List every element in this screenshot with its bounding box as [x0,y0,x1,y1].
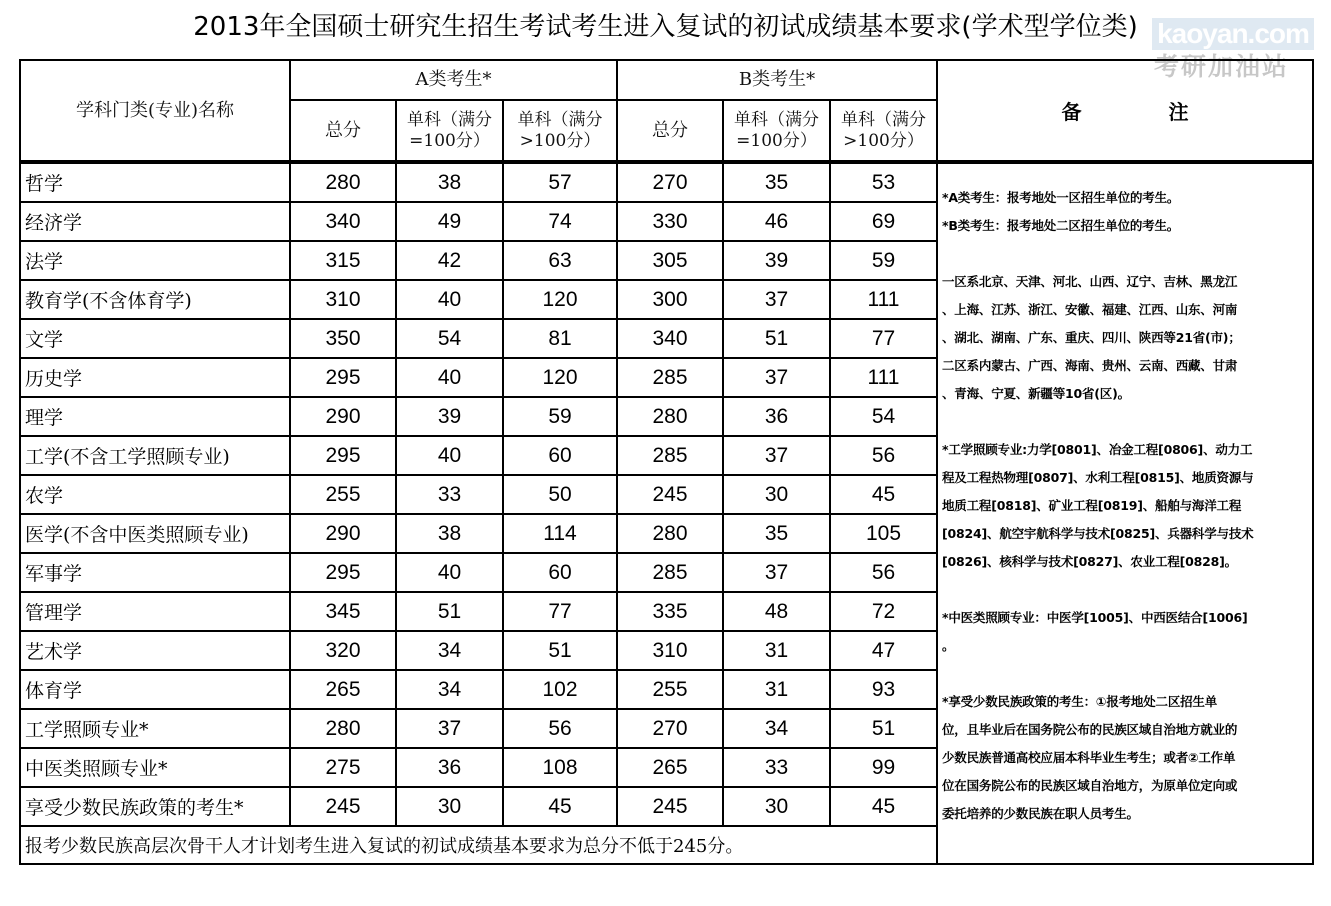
b-single-100: 51 [723,319,830,358]
b-total: 270 [617,709,723,748]
subject-name: 医学(不含中医类照顾专业) [20,514,290,553]
a-total: 265 [290,670,396,709]
a-total-header: 总分 [290,100,396,162]
a-single-100: 37 [396,709,503,748]
remark-line: 、湖北、湖南、广东、重庆、四川、陕西等21省(市)； [942,330,1241,345]
b-single-100: 35 [723,162,830,202]
a-single-gt100: 108 [503,748,617,787]
a-single-100: 36 [396,748,503,787]
subject-name: 工学照顾专业* [20,709,290,748]
a-single-100: 40 [396,280,503,319]
a-single-100-header [396,100,503,162]
a-single-gt100: 50 [503,475,617,514]
a-total: 275 [290,748,396,787]
remark-line: 委托培养的少数民族在职人员考生。 [942,806,1139,821]
a-single-gt100: 59 [503,397,617,436]
a-single-gt100: 120 [503,358,617,397]
header-line: 单科（满分 [841,109,926,130]
remark-gap [942,576,1308,604]
a-single-100: 54 [396,319,503,358]
subject-name: 农学 [20,475,290,514]
remark-line: 地质工程[0818]、矿业工程[0819]、船舶与海洋工程 [942,498,1242,513]
b-single-100: 33 [723,748,830,787]
b-single-gt100: 99 [830,748,937,787]
subject-name: 经济学 [20,202,290,241]
remark-line: *享受少数民族政策的考生：①报考地处二区招生单 [942,694,1218,709]
a-single-100: 34 [396,631,503,670]
b-total: 335 [617,592,723,631]
subject-header: 学科门类(专业)名称 [20,60,290,162]
b-single-gt100: 56 [830,436,937,475]
remark-gap [942,660,1308,688]
table-row [20,162,1313,202]
remark-line: [0826]、核科学与技术[0827]、农业工程[0828]。 [942,554,1237,569]
b-single-gt100: 77 [830,319,937,358]
b-total: 300 [617,280,723,319]
b-single-100: 37 [723,553,830,592]
remark-line: 、青海、宁夏、新疆等10省(区)。 [942,386,1130,401]
b-single-gt100: 93 [830,670,937,709]
subject-name: 艺术学 [20,631,290,670]
remark-line: *中医类照顾专业：中医学[1005]、中西医结合[1006] [942,610,1248,625]
b-single-gt100: 47 [830,631,937,670]
header-line: =100分） [409,130,490,151]
b-single-100: 48 [723,592,830,631]
b-single-100: 37 [723,280,830,319]
a-single-100: 40 [396,436,503,475]
a-single-100: 38 [396,162,503,202]
remark-line: 一区系北京、天津、河北、山西、辽宁、吉林、黑龙江 [942,274,1238,289]
a-single-100: 38 [396,514,503,553]
subject-name: 法学 [20,241,290,280]
a-total: 295 [290,358,396,397]
remark-line: *B类考生：报考地处二区招生单位的考生。 [942,218,1180,233]
remark-line: 、上海、江苏、浙江、安徽、福建、江西、山东、河南 [942,302,1238,317]
b-single-gt100: 72 [830,592,937,631]
remark-line: *A类考生：报考地处一区招生单位的考生。 [942,190,1180,205]
remark-line: 少数民族普通高校应届本科毕业生考生；或者②工作单 [942,750,1236,765]
a-total: 345 [290,592,396,631]
b-single-gt100: 111 [830,280,937,319]
a-single-gt100: 51 [503,631,617,670]
header-line: 单科（满分 [734,109,819,130]
b-total: 310 [617,631,723,670]
a-single-100: 33 [396,475,503,514]
b-single-gt100: 53 [830,162,937,202]
b-total-header: 总分 [617,100,723,162]
b-total: 285 [617,553,723,592]
page-title: 2013年全国硕士研究生招生考试考生进入复试的初试成绩基本要求(学术型学位类) [193,12,1138,42]
b-total: 265 [617,748,723,787]
a-total: 295 [290,436,396,475]
a-total: 295 [290,553,396,592]
a-total: 350 [290,319,396,358]
b-single-100: 37 [723,436,830,475]
a-single-100: 40 [396,553,503,592]
b-single-100: 30 [723,787,830,826]
remark-line: *工学照顾专业:力学[0801]、冶金工程[0806]、动力工 [942,442,1253,457]
a-single-gt100: 60 [503,436,617,475]
remark-line: 程及工程热物理[0807]、水利工程[0815]、地质资源与 [942,470,1254,485]
a-total: 255 [290,475,396,514]
group-b-header: B类考生* [617,60,937,100]
watermark-url: kaoyan.com [1152,18,1314,50]
a-single-gt100: 102 [503,670,617,709]
a-single-gt100: 74 [503,202,617,241]
a-single-gt100: 77 [503,592,617,631]
subject-name: 教育学(不含体育学) [20,280,290,319]
a-total: 245 [290,787,396,826]
remark-line: [0824]、航空宇航科学与技术[0825]、兵器科学与技术 [942,526,1254,541]
remark-line: 。 [942,638,955,653]
remark-gap [942,240,1308,268]
subject-name: 体育学 [20,670,290,709]
watermark-text: 考研加油站 [1154,52,1290,81]
subject-name: 管理学 [20,592,290,631]
b-single-100: 35 [723,514,830,553]
a-total: 290 [290,514,396,553]
header-line: 单科（满分 [517,109,603,130]
a-single-gt100: 120 [503,280,617,319]
b-total: 340 [617,319,723,358]
a-total: 310 [290,280,396,319]
b-total: 330 [617,202,723,241]
a-total: 280 [290,709,396,748]
b-total: 270 [617,162,723,202]
a-total: 315 [290,241,396,280]
b-total: 255 [617,670,723,709]
b-total: 280 [617,514,723,553]
a-single-gt100: 56 [503,709,617,748]
b-single-gt100: 51 [830,709,937,748]
a-single-gt100-header [503,100,617,162]
subject-name: 军事学 [20,553,290,592]
b-single-100: 31 [723,631,830,670]
b-single-gt100: 45 [830,787,937,826]
remark-line: 位，且毕业后在国务院公布的民族区域自治地方就业的 [942,722,1238,737]
footnote: 报考少数民族高层次骨干人才计划考生进入复试的初试成绩基本要求为总分不低于245分。 [20,826,937,864]
remarks-header: 备 注 [937,60,1313,162]
remark-line: 二区系内蒙古、广西、海南、贵州、云南、西藏、甘肃 [942,358,1238,373]
subject-name: 哲学 [20,162,290,202]
subject-name: 理学 [20,397,290,436]
group-a-header: A类考生* [290,60,617,100]
a-single-gt100: 81 [503,319,617,358]
b-single-100: 30 [723,475,830,514]
b-single-100: 36 [723,397,830,436]
subject-name: 文学 [20,319,290,358]
a-single-gt100: 114 [503,514,617,553]
subject-name: 历史学 [20,358,290,397]
a-total: 290 [290,397,396,436]
b-single-100: 46 [723,202,830,241]
header-line: 单科（满分 [407,109,492,130]
a-single-100: 40 [396,358,503,397]
b-total: 305 [617,241,723,280]
b-total: 280 [617,397,723,436]
b-single-100: 37 [723,358,830,397]
a-single-100: 30 [396,787,503,826]
header-line: >100分） [519,130,601,151]
a-single-gt100: 60 [503,553,617,592]
header-line: >100分） [843,130,924,151]
a-single-100: 49 [396,202,503,241]
b-single-100-header [723,100,830,162]
b-single-gt100: 105 [830,514,937,553]
b-total: 285 [617,358,723,397]
a-single-100: 39 [396,397,503,436]
subject-name: 享受少数民族政策的考生* [20,787,290,826]
b-total: 285 [617,436,723,475]
b-single-gt100: 56 [830,553,937,592]
b-single-gt100-header [830,100,937,162]
b-single-gt100: 111 [830,358,937,397]
b-single-gt100: 45 [830,475,937,514]
a-single-100: 51 [396,592,503,631]
b-single-100: 34 [723,709,830,748]
b-total: 245 [617,787,723,826]
subject-name: 中医类照顾专业* [20,748,290,787]
b-single-gt100: 59 [830,241,937,280]
b-single-100: 31 [723,670,830,709]
remarks-cell [937,162,1313,864]
subject-name: 工学(不含工学照顾专业) [20,436,290,475]
b-single-100: 39 [723,241,830,280]
a-single-gt100: 57 [503,162,617,202]
a-single-100: 34 [396,670,503,709]
remark-line: 位在国务院公布的民族区域自治地方，为原单位定向或 [942,778,1238,793]
a-single-100: 42 [396,241,503,280]
a-single-gt100: 45 [503,787,617,826]
score-table [19,59,1314,865]
b-single-gt100: 69 [830,202,937,241]
a-single-gt100: 63 [503,241,617,280]
a-total: 280 [290,162,396,202]
a-total: 340 [290,202,396,241]
b-total: 245 [617,475,723,514]
header-line: =100分） [736,130,817,151]
remark-gap [942,408,1308,436]
b-single-gt100: 54 [830,397,937,436]
a-total: 320 [290,631,396,670]
